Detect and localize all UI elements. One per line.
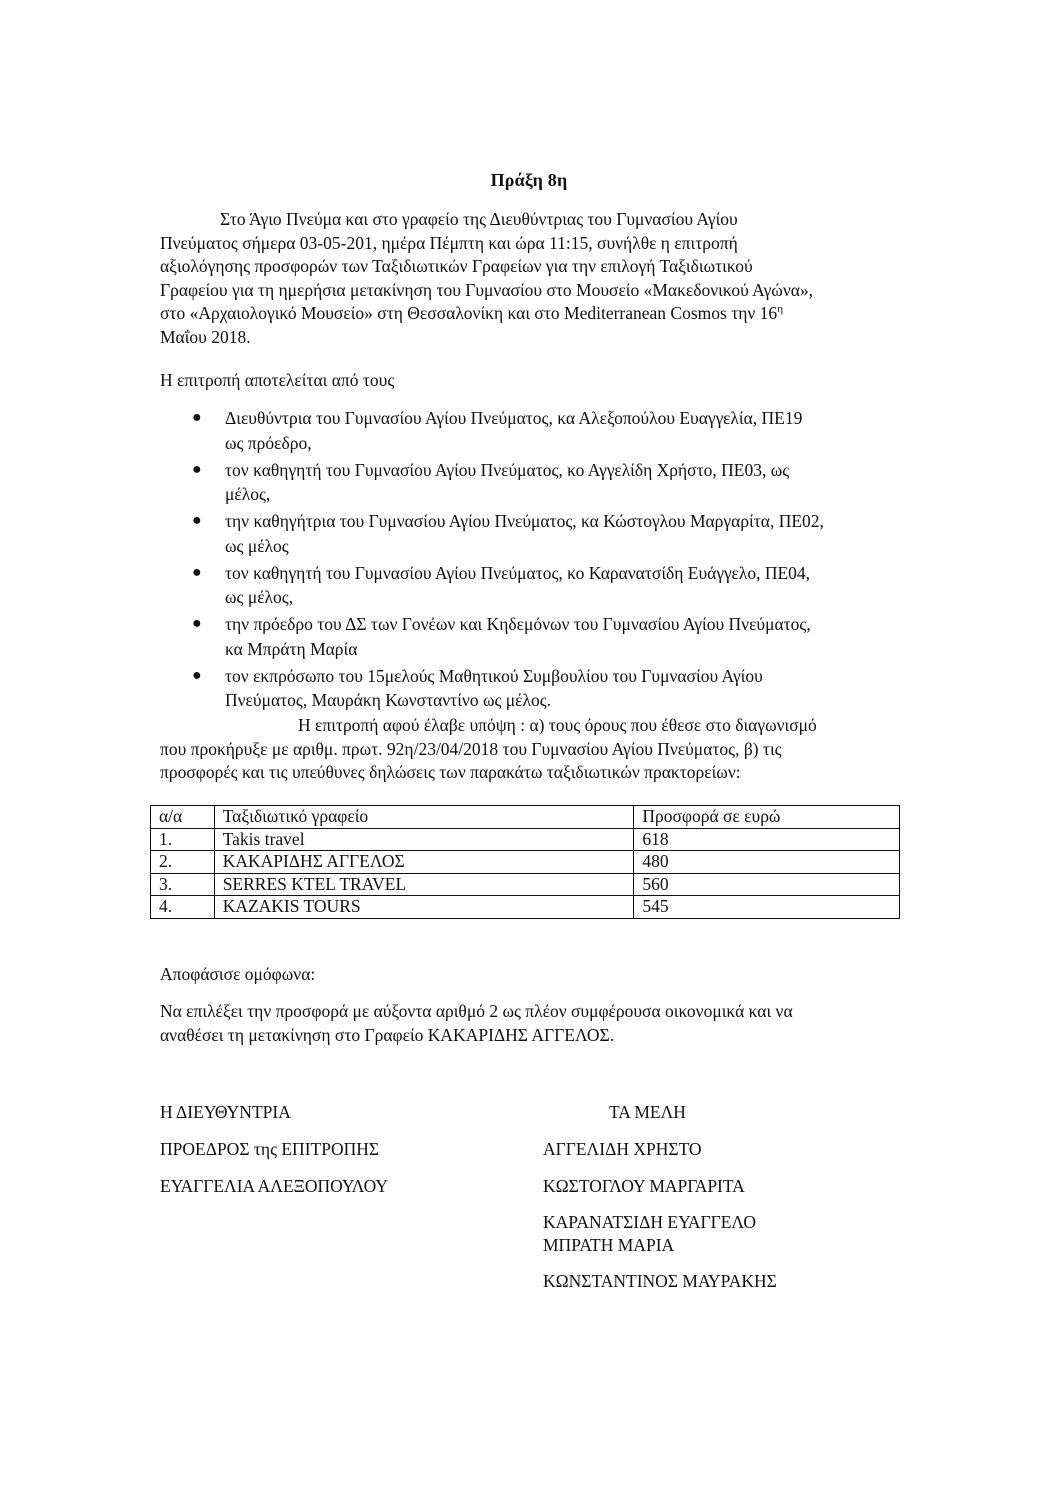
table-header-row (151, 806, 900, 829)
bullet-icon: ● (192, 666, 202, 684)
table-cell: 545 (634, 896, 900, 919)
table-cell: Takis travel (214, 828, 634, 851)
list-item: ● τον καθηγητή του Γυμνασίου Αγίου Πνεύματος, κο Καρανατσίδη Ευάγγελο, ΠΕ04, ως μέλος, (192, 562, 811, 607)
superscript-ordinal: η (777, 303, 783, 316)
header-cell: α/α (151, 806, 215, 829)
committee-members-list (160, 406, 900, 715)
table-row (151, 851, 900, 874)
signature-member-name: ΚΩΝΣΤΑΝΤΙΝΟΣ ΜΑΥΡΑΚΗΣ (543, 1271, 777, 1291)
decision-paragraph: Να επιλέξει την προσφορά με αύξοντα αριθμό 2 ως πλέον συμφέρουσα οικονομικά και να αναθέσει τη μετακίνηση στο Γραφείο ΚΑΚΑΡΙΔΗΣ ΑΓΓΕΛΟΣ. (160, 1001, 793, 1045)
intro-line: Γραφείου για τη ημερήσια μετακίνηση του Γυμνασίου στο Μουσείο «Μακεδονικού Αγώνα», (160, 279, 814, 300)
intro-line: στο «Αρχαιολογικό Μουσείο» στη Θεσσαλονίκη και στο Mediterranean Cosmos την $16^\eta$ (160, 303, 783, 323)
bullet-icon: ● (192, 460, 202, 478)
table-cell: ΚΑΚΑΡΙΔΗΣ ΑΓΓΕΛΟΣ (214, 851, 634, 874)
list-item: ● τον εκπρόσωπο του 15μελούς Μαθητικού Συμβουλίου του Γυμνασίου Αγίου Πνεύματος, Μαυράκη Κωνσταντίνο ως μέλος. (192, 665, 763, 710)
table-cell: 618 (634, 828, 900, 851)
intro-line: Στο Άγιο Πνεύμα και στο γραφείο της Διευθύντριας του Γυμνασίου Αγίου (220, 209, 738, 229)
list-item: ● την καθηγήτρια του Γυμνασίου Αγίου Πνεύματος, κα Κώστογλου Μαργαρίτα, ΠΕ02, ως μέλος (192, 511, 824, 556)
intro-line: Μαΐου 2018. (160, 326, 251, 347)
signature-member-name: ΚΑΡΑΝΑΤΣΙΔΗ ΕΥΑΓΓΕΛΟ (543, 1212, 757, 1232)
list-item: ● την πρόεδρο του ΔΣ των Γονέων και Κηδεμόνων του Γυμνασίου Αγίου Πνεύματος, κα Μπράτη Μαρία (192, 614, 811, 659)
bullet-icon: ● (192, 615, 202, 632)
table-row (151, 873, 900, 896)
table-cell: 3. (151, 873, 215, 896)
signature-director-name: ΕΥΑΓΓΕΛΙΑ ΑΛΕΞΟΠΟΥΛΟΥ (160, 1176, 389, 1196)
table-row (151, 828, 900, 851)
signature-members-title: ΤΑ ΜΕΛΗ (609, 1102, 686, 1122)
intro-line: Πνεύματος σήμερα 03-05-201, ημέρα Πέμπτη και ώρα 11:15, συνήλθε η επιτροπή (160, 232, 738, 253)
intro-paragraph (160, 208, 900, 349)
bullet-icon: ● (192, 512, 202, 529)
header-cell: Ταξιδιωτικό γραφείο (214, 806, 634, 829)
offers-intro-paragraph: Η επιτροπή αφού έλαβε υπόψη : α) τους όρους που έθεσε στο διαγωνισμό που προκήρυξε με αριθμ. πρωτ. 92η/23/04/2018 του Γυμνασίου Αγίου Πνεύματος, β) τις προσφορές και τις υπεύθυνες δηλώσεις των παρακάτω ταξιδιωτικών πρακτορείων: (160, 715, 817, 782)
table-cell: 480 (634, 851, 900, 874)
table-cell: 4. (151, 896, 215, 919)
table-cell: 1. (151, 828, 215, 851)
signature-member-name: ΚΩΣΤΟΓΛΟΥ ΜΑΡΓΑΡΙΤΑ (543, 1176, 745, 1196)
signature-director-title: Η ΔΙΕΥΘΥΝΤΡΙΑ (160, 1102, 291, 1122)
decision-heading: Αποφάσισε ομόφωνα: (160, 964, 316, 984)
offers-table (150, 805, 900, 919)
table-row (151, 896, 900, 919)
list-item: ● τον καθηγητή του Γυμνασίου Αγίου Πνεύματος, κο Αγγελίδη Χρήστο, ΠΕ03, ως μέλος, (192, 459, 790, 504)
table-cell: 560 (634, 873, 900, 896)
list-item: ● Διευθύντρια του Γυμνασίου Αγίου Πνεύματος, κα Αλεξοπούλου Ευαγγελία, ΠΕ19 ως πρόεδρο, (192, 408, 803, 453)
intro-line: αξιολόγησης προσφορών των Ταξιδιωτικών Γραφείων για την επιλογή Ταξιδιωτικού (160, 256, 753, 276)
table-cell: SERRES KTEL TRAVEL (214, 873, 634, 896)
committee-intro: Η επιτροπή αποτελείται από τους (160, 370, 395, 390)
table-cell: KAZAKIS TOURS (214, 896, 634, 919)
document-title: Πράξη 8η (490, 170, 568, 190)
signature-member-name: ΑΓΓΕΛΙΔΗ ΧΡΗΣΤΟ (543, 1139, 702, 1159)
bullet-icon: ● (192, 563, 202, 581)
table-cell: 2. (151, 851, 215, 874)
header-cell: Προσφορά σε ευρώ (634, 806, 900, 829)
signature-member-name: ΜΠΡΑΤΗ ΜΑΡΙΑ (543, 1235, 675, 1255)
signature-director-role: ΠΡΟΕΔΡΟΣ της ΕΠΙΤΡΟΠΗΣ (160, 1139, 380, 1159)
bullet-icon: ● (192, 409, 202, 426)
